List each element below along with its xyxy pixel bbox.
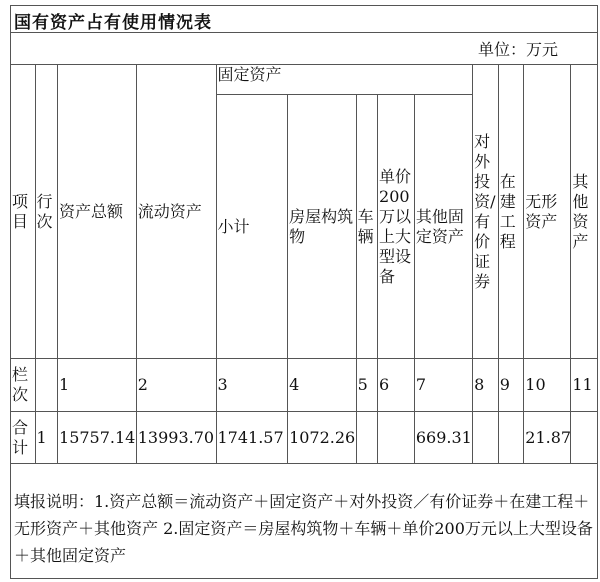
form-title: 国有资产占有使用情况表 (14, 13, 212, 33)
vehicles-value (356, 412, 377, 464)
other-assets-value (571, 412, 598, 464)
current-assets-value: 13993.70 (136, 412, 216, 464)
column-number-label: 栏次 (11, 359, 36, 412)
column-number: 8 (473, 359, 499, 412)
header-investments: 对外投资/有价证券 (473, 65, 499, 359)
column-number: 3 (216, 359, 288, 412)
blank-cell (35, 359, 57, 412)
subtotal-value: 1741.57 (216, 412, 288, 464)
header-large-equipment: 单价200万以上大型设备 (378, 95, 415, 359)
column-number: 5 (356, 359, 377, 412)
column-number: 7 (414, 359, 472, 412)
header-other-fixed: 其他固定资产 (414, 95, 472, 359)
column-number: 4 (288, 359, 357, 412)
construction-value (498, 412, 524, 464)
large-equipment-value (378, 412, 415, 464)
header-construction: 在建工程 (498, 65, 524, 359)
intangible-value: 21.87 (524, 412, 571, 464)
total-row-label: 合计 (11, 412, 36, 464)
header-item: 项目 (11, 65, 36, 359)
buildings-value: 1072.26 (288, 412, 357, 464)
other-fixed-value: 669.31 (414, 412, 472, 464)
header-vehicles: 车辆 (356, 95, 377, 359)
total-assets-value: 15757.14 (58, 412, 137, 464)
header-buildings: 房屋构筑物 (288, 95, 357, 359)
asset-table (10, 64, 598, 464)
header-other-assets: 其他资产 (571, 65, 598, 359)
column-number: 10 (524, 359, 571, 412)
column-number: 9 (498, 359, 524, 412)
header-row-no: 行次 (35, 65, 57, 359)
column-number: 11 (571, 359, 598, 412)
column-number: 1 (58, 359, 137, 412)
investments-value (473, 412, 499, 464)
total-row-number: 1 (35, 412, 57, 464)
header-total-assets: 资产总额 (58, 65, 137, 359)
header-fixed-assets: 固定资产 (216, 65, 473, 95)
title-divider (10, 32, 598, 33)
unit-label: 单位：万元 (478, 40, 559, 59)
header-current-assets: 流动资产 (136, 65, 216, 359)
column-number: 6 (378, 359, 415, 412)
header-intangible: 无形资产 (524, 65, 571, 359)
header-subtotal: 小计 (216, 95, 288, 359)
filling-instructions: 填报说明：1.资产总额＝流动资产＋固定资产＋对外投资／有价证券＋在建工程＋无形资产＋其他资产 2.固定资产＝房屋构筑物＋车辆＋单价200万元以上大型设备＋其他固定资产 (14, 492, 593, 565)
column-number: 2 (136, 359, 216, 412)
